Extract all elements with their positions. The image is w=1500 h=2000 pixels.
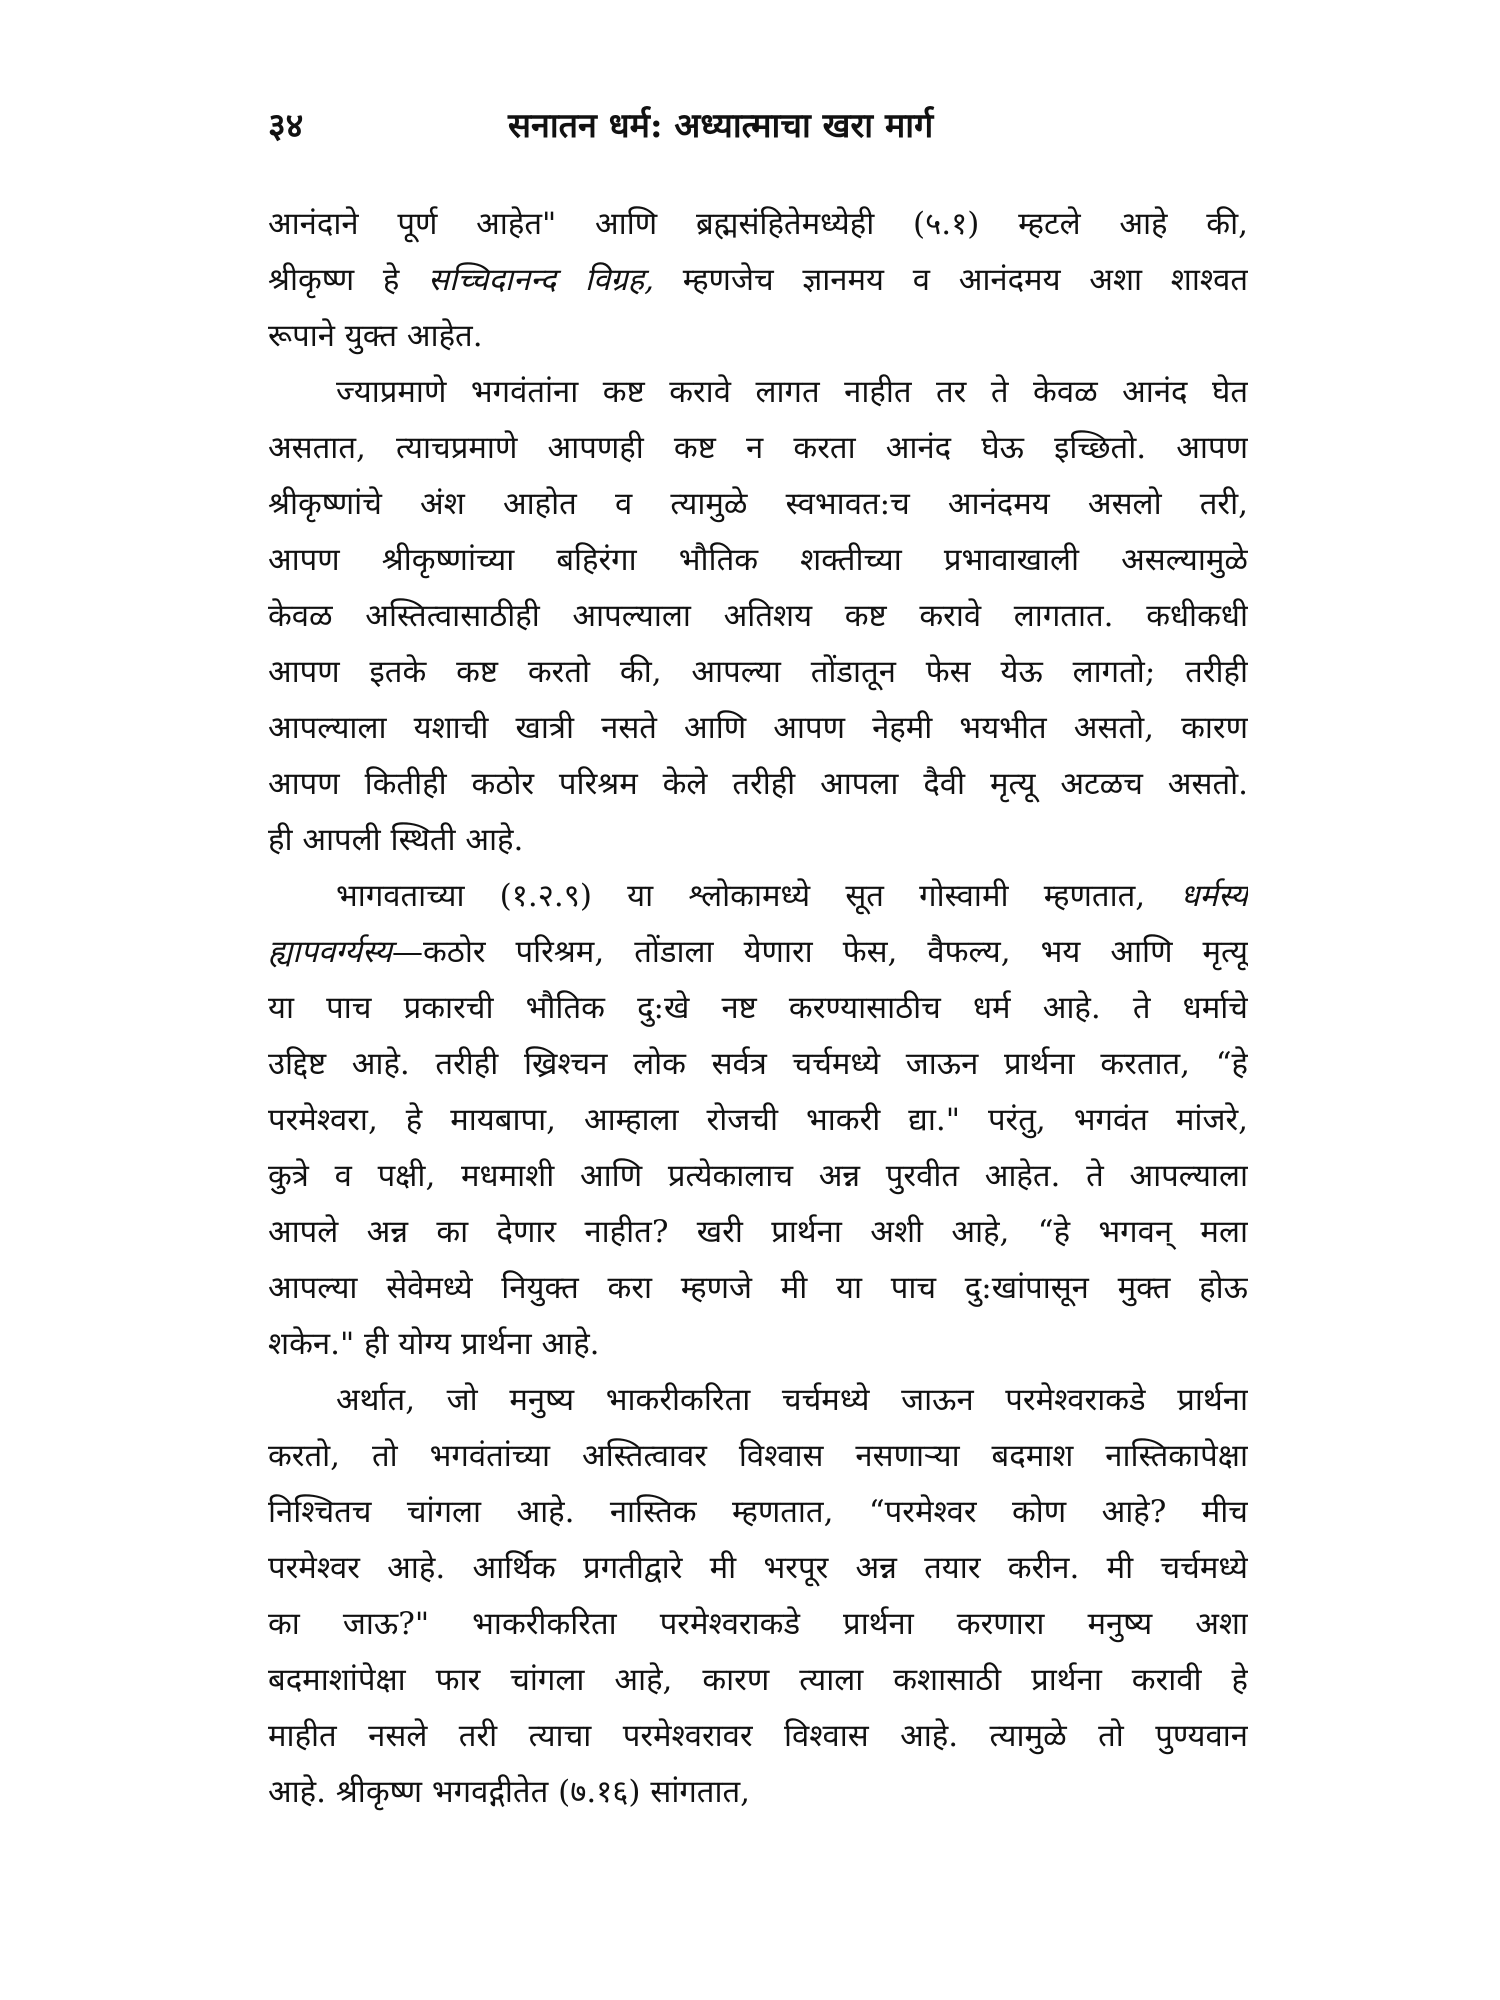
paragraph-1-line (268, 252, 1248, 308)
paragraph-1-line: रूपाने युक्त आहेत. (268, 318, 483, 354)
paragraph-3-line (268, 924, 1248, 980)
paragraph-4-line: करतो, तो भगवंतांच्या अस्तित्वावर विश्वास नसणाऱ्या बदमाश नास्तिकापेक्षा (268, 1438, 1248, 1474)
text-run: भागवताच्या (१.२.९) या श्लोकामध्ये सूत गोस्वामी म्हणतात, (336, 878, 1181, 914)
paragraph-3-line: उद्दिष्ट आहे. तरीही ख्रिश्चन लोक सर्वत्र चर्चमध्ये जाऊन प्रार्थना करतात, “हे (268, 1046, 1248, 1082)
paragraph-2-line: केवळ अस्तित्वासाठीही आपल्याला अतिशय कष्ट करावे लागतात. कधीकधी (268, 598, 1248, 634)
paragraph-3-line: कुत्रे व पक्षी, मधमाशी आणि प्रत्येकालाच अन्न पुरवीत आहेत. ते आपल्याला (268, 1158, 1248, 1194)
page-header (268, 96, 1248, 156)
paragraph-4-line: बदमाशांपेक्षा फार चांगला आहे, कारण त्याला कशासाठी प्रार्थना करावी हे (268, 1662, 1248, 1698)
text-run: म्हणजेच ज्ञानमय व आनंदमय अशा शाश्वत (654, 262, 1248, 298)
paragraph-1-line: आनंदाने पूर्ण आहेत" आणि ब्रह्मसंहितेमध्येही (५.१) म्हटले आहे की, (268, 206, 1248, 242)
paragraph-4-line: माहीत नसले तरी त्याचा परमेश्वरावर विश्वास आहे. त्यामुळे तो पुण्यवान (268, 1718, 1248, 1754)
paragraph-4-line: का जाऊ?" भाकरीकरिता परमेश्वराकडे प्रार्थना करणारा मनुष्य अशा (268, 1606, 1248, 1642)
text-run: श्रीकृष्ण हे (268, 262, 429, 298)
italic-term: धर्मस्य (1180, 878, 1248, 914)
paragraph-4-line: अर्थात, जो मनुष्य भाकरीकरिता चर्चमध्ये जाऊन परमेश्वराकडे प्रार्थना (336, 1382, 1248, 1418)
paragraph-3-line (268, 868, 1248, 924)
paragraph-3-line: या पाच प्रकारची भौतिक दु:खे नष्ट करण्यासाठीच धर्म आहे. ते धर्माचे (268, 990, 1248, 1026)
paragraph-3-line: शकेन." ही योग्य प्रार्थना आहे. (268, 1326, 600, 1362)
paragraph-2-line: ही आपली स्थिती आहे. (268, 822, 524, 858)
paragraph-4-line: परमेश्वर आहे. आर्थिक प्रगतीद्वारे मी भरपूर अन्न तयार करीन. मी चर्चमध्ये (268, 1550, 1248, 1586)
paragraph-3-line: आपल्या सेवेमध्ये नियुक्त करा म्हणजे मी या पाच दु:खांपासून मुक्त होऊ (268, 1270, 1248, 1306)
body-text (268, 196, 1248, 1820)
paragraph-2-line: ज्याप्रमाणे भगवंतांना कष्ट करावे लागत नाहीत तर ते केवळ आनंद घेत (336, 374, 1248, 410)
italic-term: सच्चिदानन्द विग्रह, (428, 262, 654, 298)
paragraph-3-line: आपले अन्न का देणार नाहीत? खरी प्रार्थना अशी आहे, “हे भगवन् मला (268, 1214, 1248, 1250)
paragraph-4-line: निश्चितच चांगला आहे. नास्तिक म्हणतात, “परमेश्वर कोण आहे? मीच (268, 1494, 1248, 1530)
text-run: —कठोर परिश्रम, तोंडाला येणारा फेस, वैफल्य, भय आणि मृत्यू (392, 934, 1248, 970)
paragraph-2-line: आपण कितीही कठोर परिश्रम केले तरीही आपला दैवी मृत्यू अटळच असतो. (268, 766, 1248, 802)
paragraph-2-line: असतात, त्याचप्रमाणे आपणही कष्ट न करता आनंद घेऊ इच्छितो. आपण (268, 430, 1248, 466)
italic-term: ह्यापवर्ग्यस्य (268, 934, 392, 970)
page-number: ३४ (268, 106, 304, 146)
paragraph-2-line: आपण श्रीकृष्णांच्या बहिरंगा भौतिक शक्तीच्या प्रभावाखाली असल्यामुळे (268, 542, 1248, 578)
paragraph-4-line: आहे. श्रीकृष्ण भगवद्गीतेत (७.१६) सांगतात, (268, 1774, 751, 1810)
paragraph-2-line: आपण इतके कष्ट करतो की, आपल्या तोंडातून फेस येऊ लागतो; तरीही (268, 654, 1248, 690)
running-title: सनातन धर्म: अध्यात्माचा खरा मार्ग (508, 106, 934, 146)
paragraph-2-line: आपल्याला यशाची खात्री नसते आणि आपण नेहमी भयभीत असतो, कारण (268, 710, 1248, 746)
paragraph-2-line: श्रीकृष्णांचे अंश आहोत व त्यामुळे स्वभावत:च आनंदमय असलो तरी, (268, 486, 1248, 522)
paragraph-3-line: परमेश्वरा, हे मायबापा, आम्हाला रोजची भाकरी द्या." परंतु, भगवंत मांजरे, (268, 1102, 1248, 1138)
